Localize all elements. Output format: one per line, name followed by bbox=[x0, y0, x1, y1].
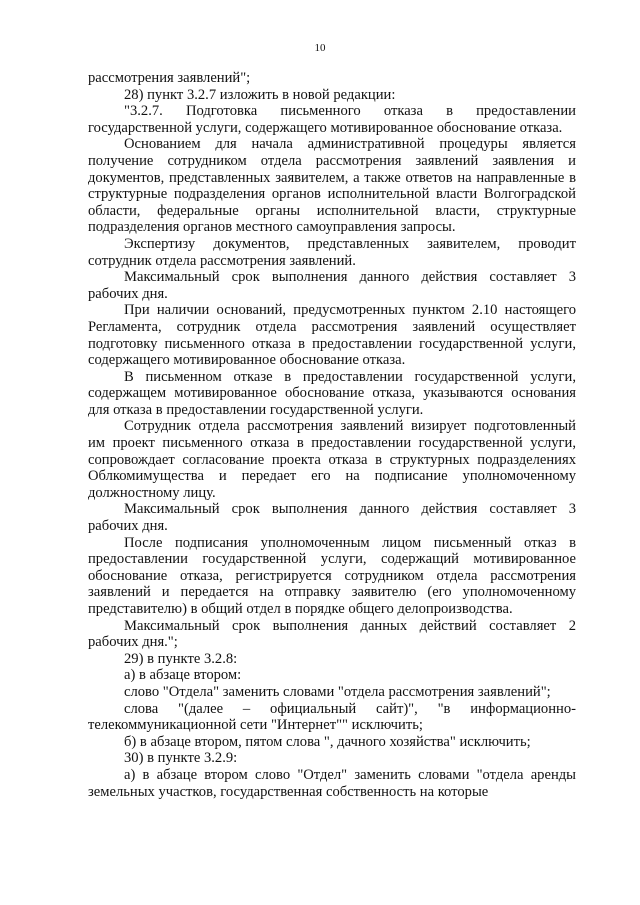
paragraph-0: рассмотрения заявлений"; bbox=[88, 70, 251, 86]
paragraph-13: а) в абзаце втором: bbox=[124, 667, 242, 684]
paragraph-5: Максимальный срок выполнения данного действия составляет 3 рабочих дня. bbox=[88, 269, 576, 302]
paragraph-8: Сотрудник отдела рассмотрения заявлений визирует подготовленный им проект письменного отказа в предоставлении государственной услуги, сопровождает согласование проекта отказа в структурных подразделениях Облкомимущества и передает его на подписание уполномоченному должностному лицу. bbox=[88, 418, 576, 501]
paragraph-4: Экспертизу документов, представленных заявителем, проводит сотрудник отдела рассмотрения заявлений. bbox=[88, 235, 576, 269]
page-number: 10 bbox=[314, 42, 326, 54]
paragraph-2: "3.2.7. Подготовка письменного отказа в предоставлении государственной услуги, содержащего мотивированное обоснование отказа. bbox=[88, 103, 576, 136]
paragraph-16: б) в абзаце втором, пятом слова ", дачного хозяйства" исключить; bbox=[124, 733, 531, 750]
paragraph-6: При наличии оснований, предусмотренных пунктом 2.10 настоящего Регламента, сотрудник отдела рассмотрения заявлений осуществляет подготовку письменного отказа в предоставлении государственной услуги, содержащего мотивированное обоснование отказа. bbox=[88, 302, 576, 369]
paragraph-9: Максимальный срок выполнения данного действия составляет 3 рабочих дня. bbox=[88, 501, 576, 535]
paragraph-1: 28) пункт 3.2.7 изложить в новой редакции: bbox=[124, 86, 396, 103]
paragraph-7: В письменном отказе в предоставлении государственной услуги, содержащем мотивированное обоснование отказа, указываются основания для отказа в предоставлении государственной услуги. bbox=[88, 368, 576, 418]
paragraph-17: 30) в пункте 3.2.9: bbox=[124, 750, 238, 767]
paragraph-12: 29) в пункте 3.2.8: bbox=[124, 650, 238, 667]
paragraph-14: слово "Отдела" заменить словами "отдела рассмотрения заявлений"; bbox=[124, 683, 551, 700]
paragraph-18: а) в абзаце втором слово "Отдел" заменить словами "отдела аренды земельных участков, государственная собственность на которые bbox=[88, 766, 576, 800]
paragraph-11: Максимальный срок выполнения данных действий составляет 2 рабочих дня."; bbox=[88, 617, 576, 651]
paragraph-10: После подписания уполномоченным лицом письменный отказ в предоставлении государственной услуги, содержащий мотивированное обоснование отказа, регистрируется сотрудником отдела рассмотрения заявлений и передается на отправку заявителю (его уполномоченному представителю) в общий отдел в порядке общего делопроизводства. bbox=[88, 534, 576, 617]
document-body bbox=[88, 70, 576, 800]
paragraph-3: Основанием для начала административной процедуры является получение сотрудником отдела рассмотрения заявлений заявления и документов, представленных заявителем, а также ответов на направленные в структурные подразделения органов исполнительной власти Волгоградской области, федеральные органы исполнительной власти, структурные подразделения органов местного самоуправления запросы. bbox=[88, 136, 576, 236]
paragraph-15: слова "(далее – официальный сайт)", "в информационно-телекоммуникационной сети "Интернет"" исключить; bbox=[88, 700, 576, 734]
